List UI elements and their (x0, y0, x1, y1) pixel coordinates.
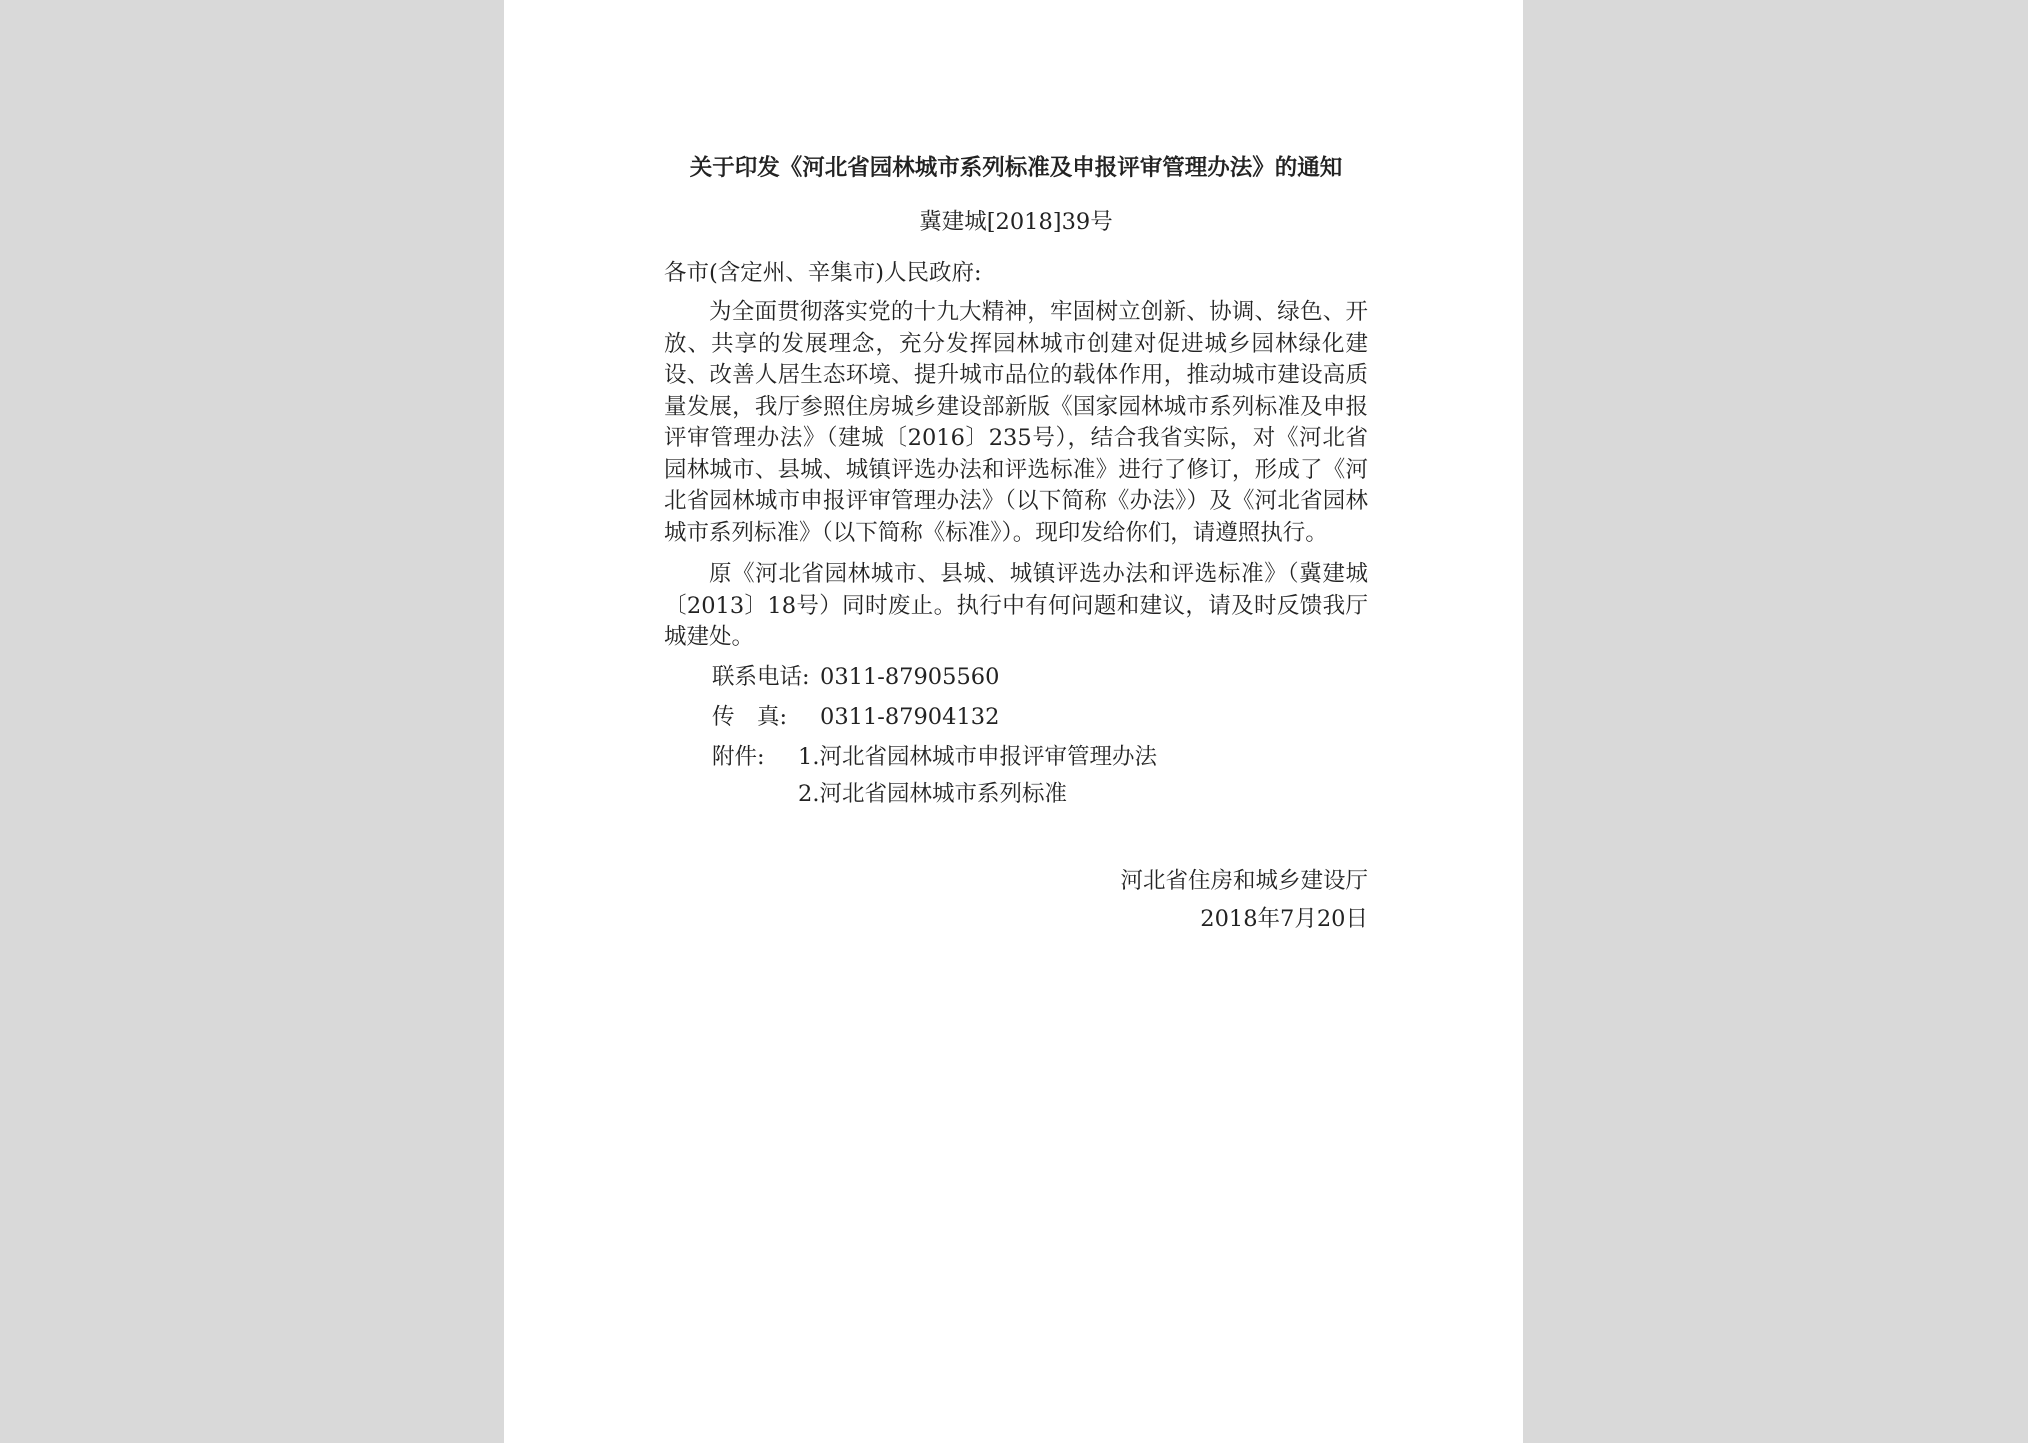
attachments (712, 740, 1368, 814)
attachment-item: 1.河北省园林城市申报评审管理办法 (798, 743, 1157, 770)
contact-phone (712, 660, 1368, 694)
phone-label: 联系电话: (712, 663, 810, 690)
document-page (504, 0, 1523, 1443)
document-number: 冀建城[2018]39号 (919, 209, 1113, 235)
document-title: 关于印发《河北省园林城市系列标准及申报评审管理办法》的通知 (689, 155, 1343, 181)
salutation: 各市(含定州、辛集市)人民政府: (664, 260, 982, 286)
phone-value: 0311-87905560 (820, 663, 1000, 690)
contact-fax (712, 700, 1368, 734)
attachments-label: 附件: (712, 743, 765, 770)
fax-value: 0311-87904132 (820, 703, 1000, 730)
signature-block (664, 862, 1368, 938)
paragraph-repeal: 原《河北省园林城市、县城、城镇评选办法和评选标准》（冀建城〔2013〕18号）同时废止。执行中有何问题和建议，请及时反馈我厅城建处。 (664, 561, 1368, 650)
attachment-item: 2.河北省园林城市系列标准 (798, 780, 1067, 807)
attachment-list (798, 740, 1157, 814)
issue-date: 2018年7月20日 (1200, 905, 1368, 932)
paragraph-main: 为全面贯彻落实党的十九大精神，牢固树立创新、协调、绿色、开放、共享的发展理念，充分发挥园林城市创建对促进城乡园林绿化建设、改善人居生态环境、提升城市品位的载体作用，推动城市建设高质量发展，我厅参照住房城乡建设部新版《国家园林城市系列标准及申报评审管理办法》（建城〔2016〕235号），结合我省实际，对《河北省园林城市、县城、城镇评选办法和评选标准》进行了修订，形成了《河北省园林城市申报评审管理办法》（以下简称《办法》）及《河北省园林城市系列标准》（以下简称《标准》）。现印发给你们，请遵照执行。 (664, 299, 1368, 546)
notice-body (664, 140, 1368, 938)
issuer: 河北省住房和城乡建设厅 (1120, 867, 1368, 894)
fax-label: 传 真: (712, 703, 788, 730)
